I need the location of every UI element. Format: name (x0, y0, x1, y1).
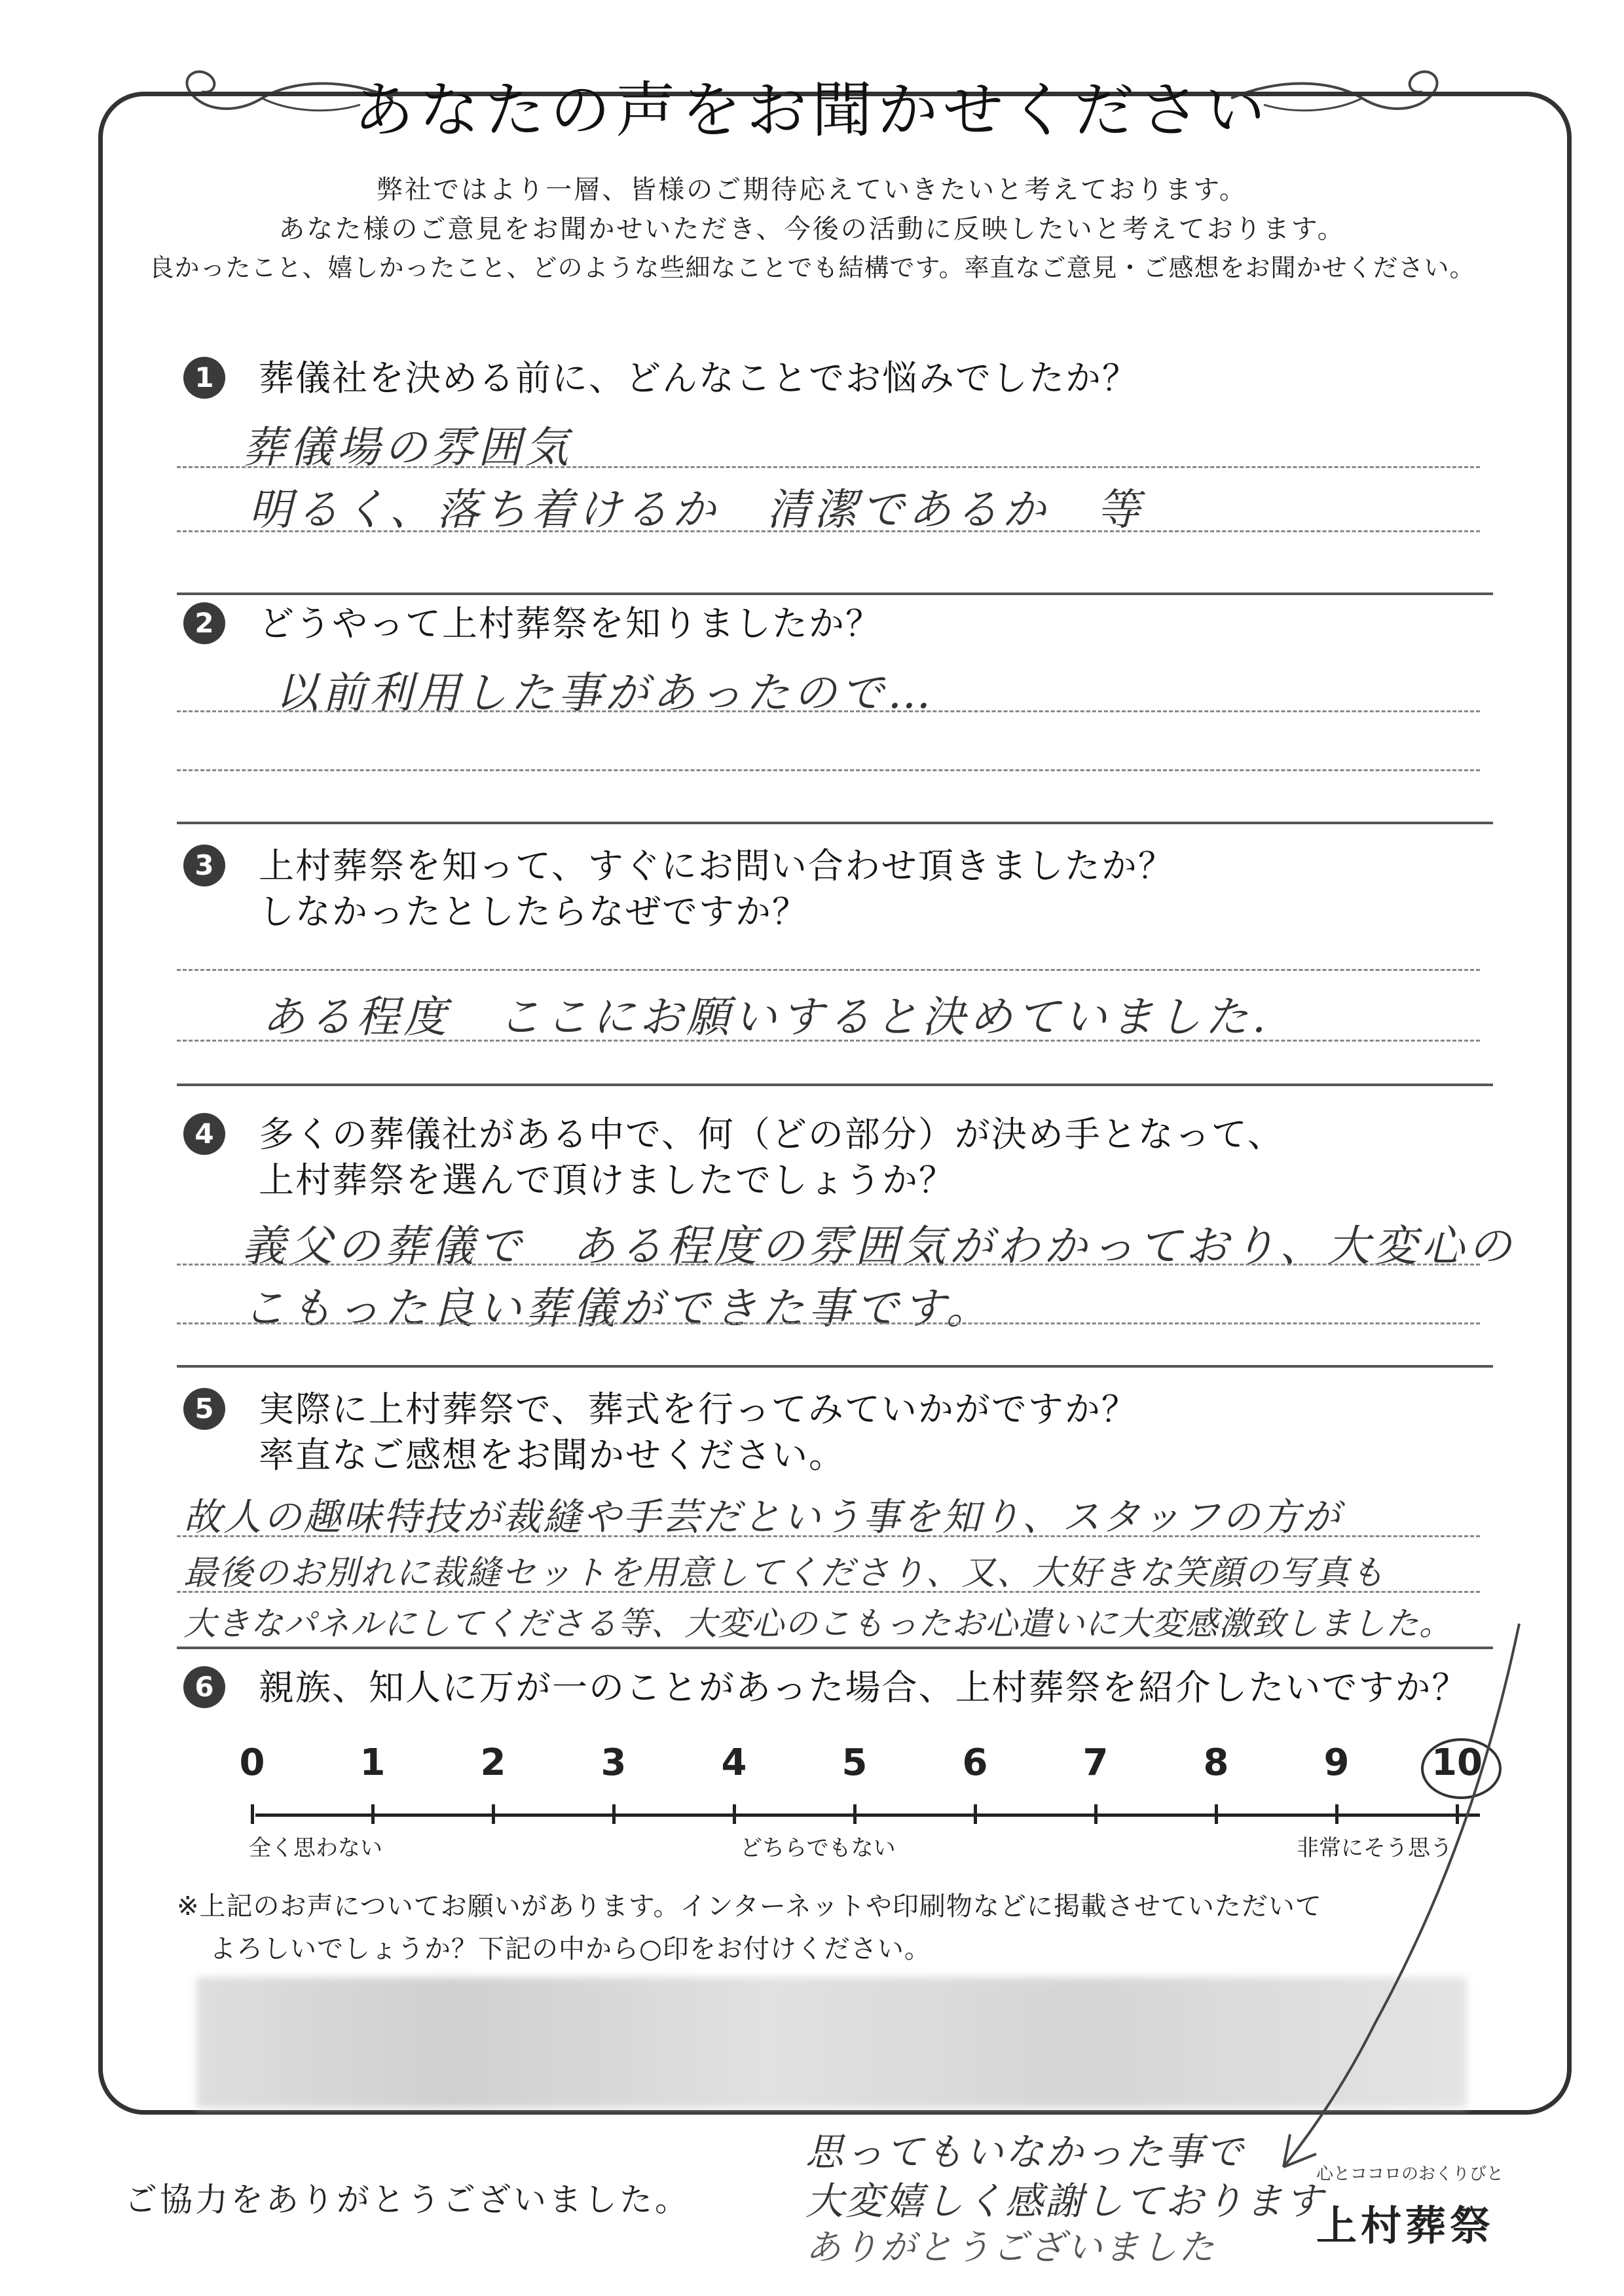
scale-tick-label-4: 4 (721, 1741, 747, 1784)
handwritten-arrow (1244, 1617, 1545, 2174)
scale-label-low: 全く思わない (249, 1835, 382, 1861)
scale-tick-5 (853, 1804, 857, 1824)
notice-line-1: ※上記のお声についてお願いがあります。インターネットや印刷物などに掲載させていただいて (177, 1891, 1322, 1922)
question-5-text-2: 率直なご感想をお聞かせください。 (259, 1434, 845, 1476)
page-title: あなたの声をお聞かせください (353, 75, 1270, 145)
question-3-text-2: しなかったとしたらなぜですか？ (259, 891, 809, 932)
answer-rule (177, 1535, 1480, 1537)
scale-tick-label-5: 5 (841, 1741, 868, 1784)
question-2-number: 2 (183, 602, 225, 644)
question-1-text: 葬儀社を決める前に、どんなことでお悩みでしたか？ (259, 357, 1139, 399)
scale-tick-label-9: 9 (1323, 1741, 1350, 1784)
section-divider (177, 592, 1493, 595)
question-5-number: 5 (183, 1388, 225, 1430)
answer-4-line-1: 義父の葬儀で ある程度の雰囲気がわかっており、大変心の (242, 1221, 1515, 1271)
scale-label-mid: どちらでもない (740, 1835, 896, 1861)
scale-tick-label-1: 1 (360, 1741, 386, 1784)
question-1-number: 1 (183, 357, 225, 399)
section-divider (177, 1084, 1493, 1086)
section-divider (177, 1365, 1493, 1368)
answer-rule (177, 710, 1480, 712)
answer-5-line-1: 故人の趣味特技が裁縫や手芸だという事を知り、スタッフの方が (183, 1495, 1342, 1539)
question-3-number: 3 (183, 845, 225, 886)
scale-tick-label-7: 7 (1082, 1741, 1109, 1784)
answer-rule (177, 1322, 1480, 1324)
question-3-text-1: 上村葬祭を知って、すぐにお問い合わせ頂きましたか？ (259, 845, 1175, 886)
question-4-text-1: 多くの葬儀社がある中で、何（どの部分）が決め手となって、 (259, 1114, 1284, 1155)
answer-2-line-1: 以前利用した事があったので… (275, 668, 935, 718)
question-4-text-2: 上村葬祭を選んで頂けましたでしょうか？ (259, 1159, 955, 1201)
scale-tick-2 (492, 1804, 495, 1824)
notice-line-2: よろしいでしょうか？下記の中から○印をお付けください。 (210, 1934, 931, 1964)
extra-comment-line-1: 思ってもいなかった事で (805, 2130, 1246, 2174)
answer-1-line-1: 葬儀場の雰囲気 (242, 422, 572, 473)
brand-logo: 上村葬祭 (1316, 2202, 1495, 2250)
intro-line-3: 良かったこと、嬉しかったこと、どのような些細なことでも結構です。率直なご意見・ご感想をお聞かせください。 (149, 253, 1475, 282)
scale-tick-label-6: 6 (962, 1741, 988, 1784)
brand-tagline: 心とココロのおくりびと (1316, 2164, 1504, 2184)
thanks-message: ご協力をありがとうございました。 (124, 2181, 690, 2219)
question-5-text-1: 実際に上村葬祭で、葬式を行ってみていかがですか？ (259, 1389, 1138, 1430)
scale-tick-label-0: 0 (239, 1741, 265, 1784)
scale-tick-6 (974, 1804, 977, 1824)
scale-tick-label-8: 8 (1203, 1741, 1229, 1784)
scale-tick-label-3: 3 (600, 1741, 627, 1784)
intro-line-2: あなた様のご意見をお聞かせいただき、今後の活動に反映したいと考えております。 (278, 214, 1346, 244)
answer-rule (177, 1040, 1480, 1042)
scale-tick-0 (251, 1804, 254, 1824)
answer-rule (177, 1591, 1480, 1593)
extra-comment-line-3: ありがとうございました (805, 2227, 1216, 2268)
scale-tick-4 (733, 1804, 736, 1824)
scale-tick-label-10: 10 (1431, 1741, 1483, 1784)
answer-rule (177, 466, 1480, 468)
scale-tick-8 (1215, 1804, 1218, 1824)
answer-1-line-2: 明るく、落ち着けるか 清潔であるか 等 (249, 484, 1144, 535)
intro-line-1: 弊社ではより一層、皆様のご期待応えていきたいと考えております。 (377, 175, 1247, 205)
answer-rule (177, 769, 1480, 771)
question-6-text: 親族、知人に万が一のことがあった場合、上村葬祭を紹介したいですか？ (259, 1667, 1469, 1708)
answer-5-line-2: 最後のお別れに裁縫セットを用意してくださり、又、大好きな笑顔の写真も (183, 1554, 1386, 1593)
scale-tick-7 (1094, 1804, 1098, 1824)
answer-4-line-2: こもった良い葬儀ができた事です。 (242, 1283, 993, 1334)
answer-rule (177, 530, 1480, 532)
question-4-number: 4 (183, 1113, 225, 1155)
scale-tick-3 (612, 1804, 616, 1824)
scale-label-high: 非常にそう思う (1297, 1835, 1452, 1861)
answer-rule (177, 969, 1480, 971)
scale-tick-1 (371, 1804, 375, 1824)
answer-rule (177, 1264, 1480, 1266)
answer-3-line-1: ある程度 ここにお願いすると決めていました. (262, 992, 1270, 1042)
section-divider (177, 822, 1493, 824)
scale-tick-label-2: 2 (480, 1741, 506, 1784)
question-6-number: 6 (183, 1666, 225, 1708)
answer-5-line-3: 大きなパネルにしてくださる等、大変心のこもったお心遣いに大変感激致しました。 (183, 1605, 1452, 1643)
question-2-text: どうやって上村葬祭を知りましたか？ (259, 603, 882, 644)
extra-comment-line-2: 大変嬉しく感謝しております (805, 2179, 1325, 2223)
